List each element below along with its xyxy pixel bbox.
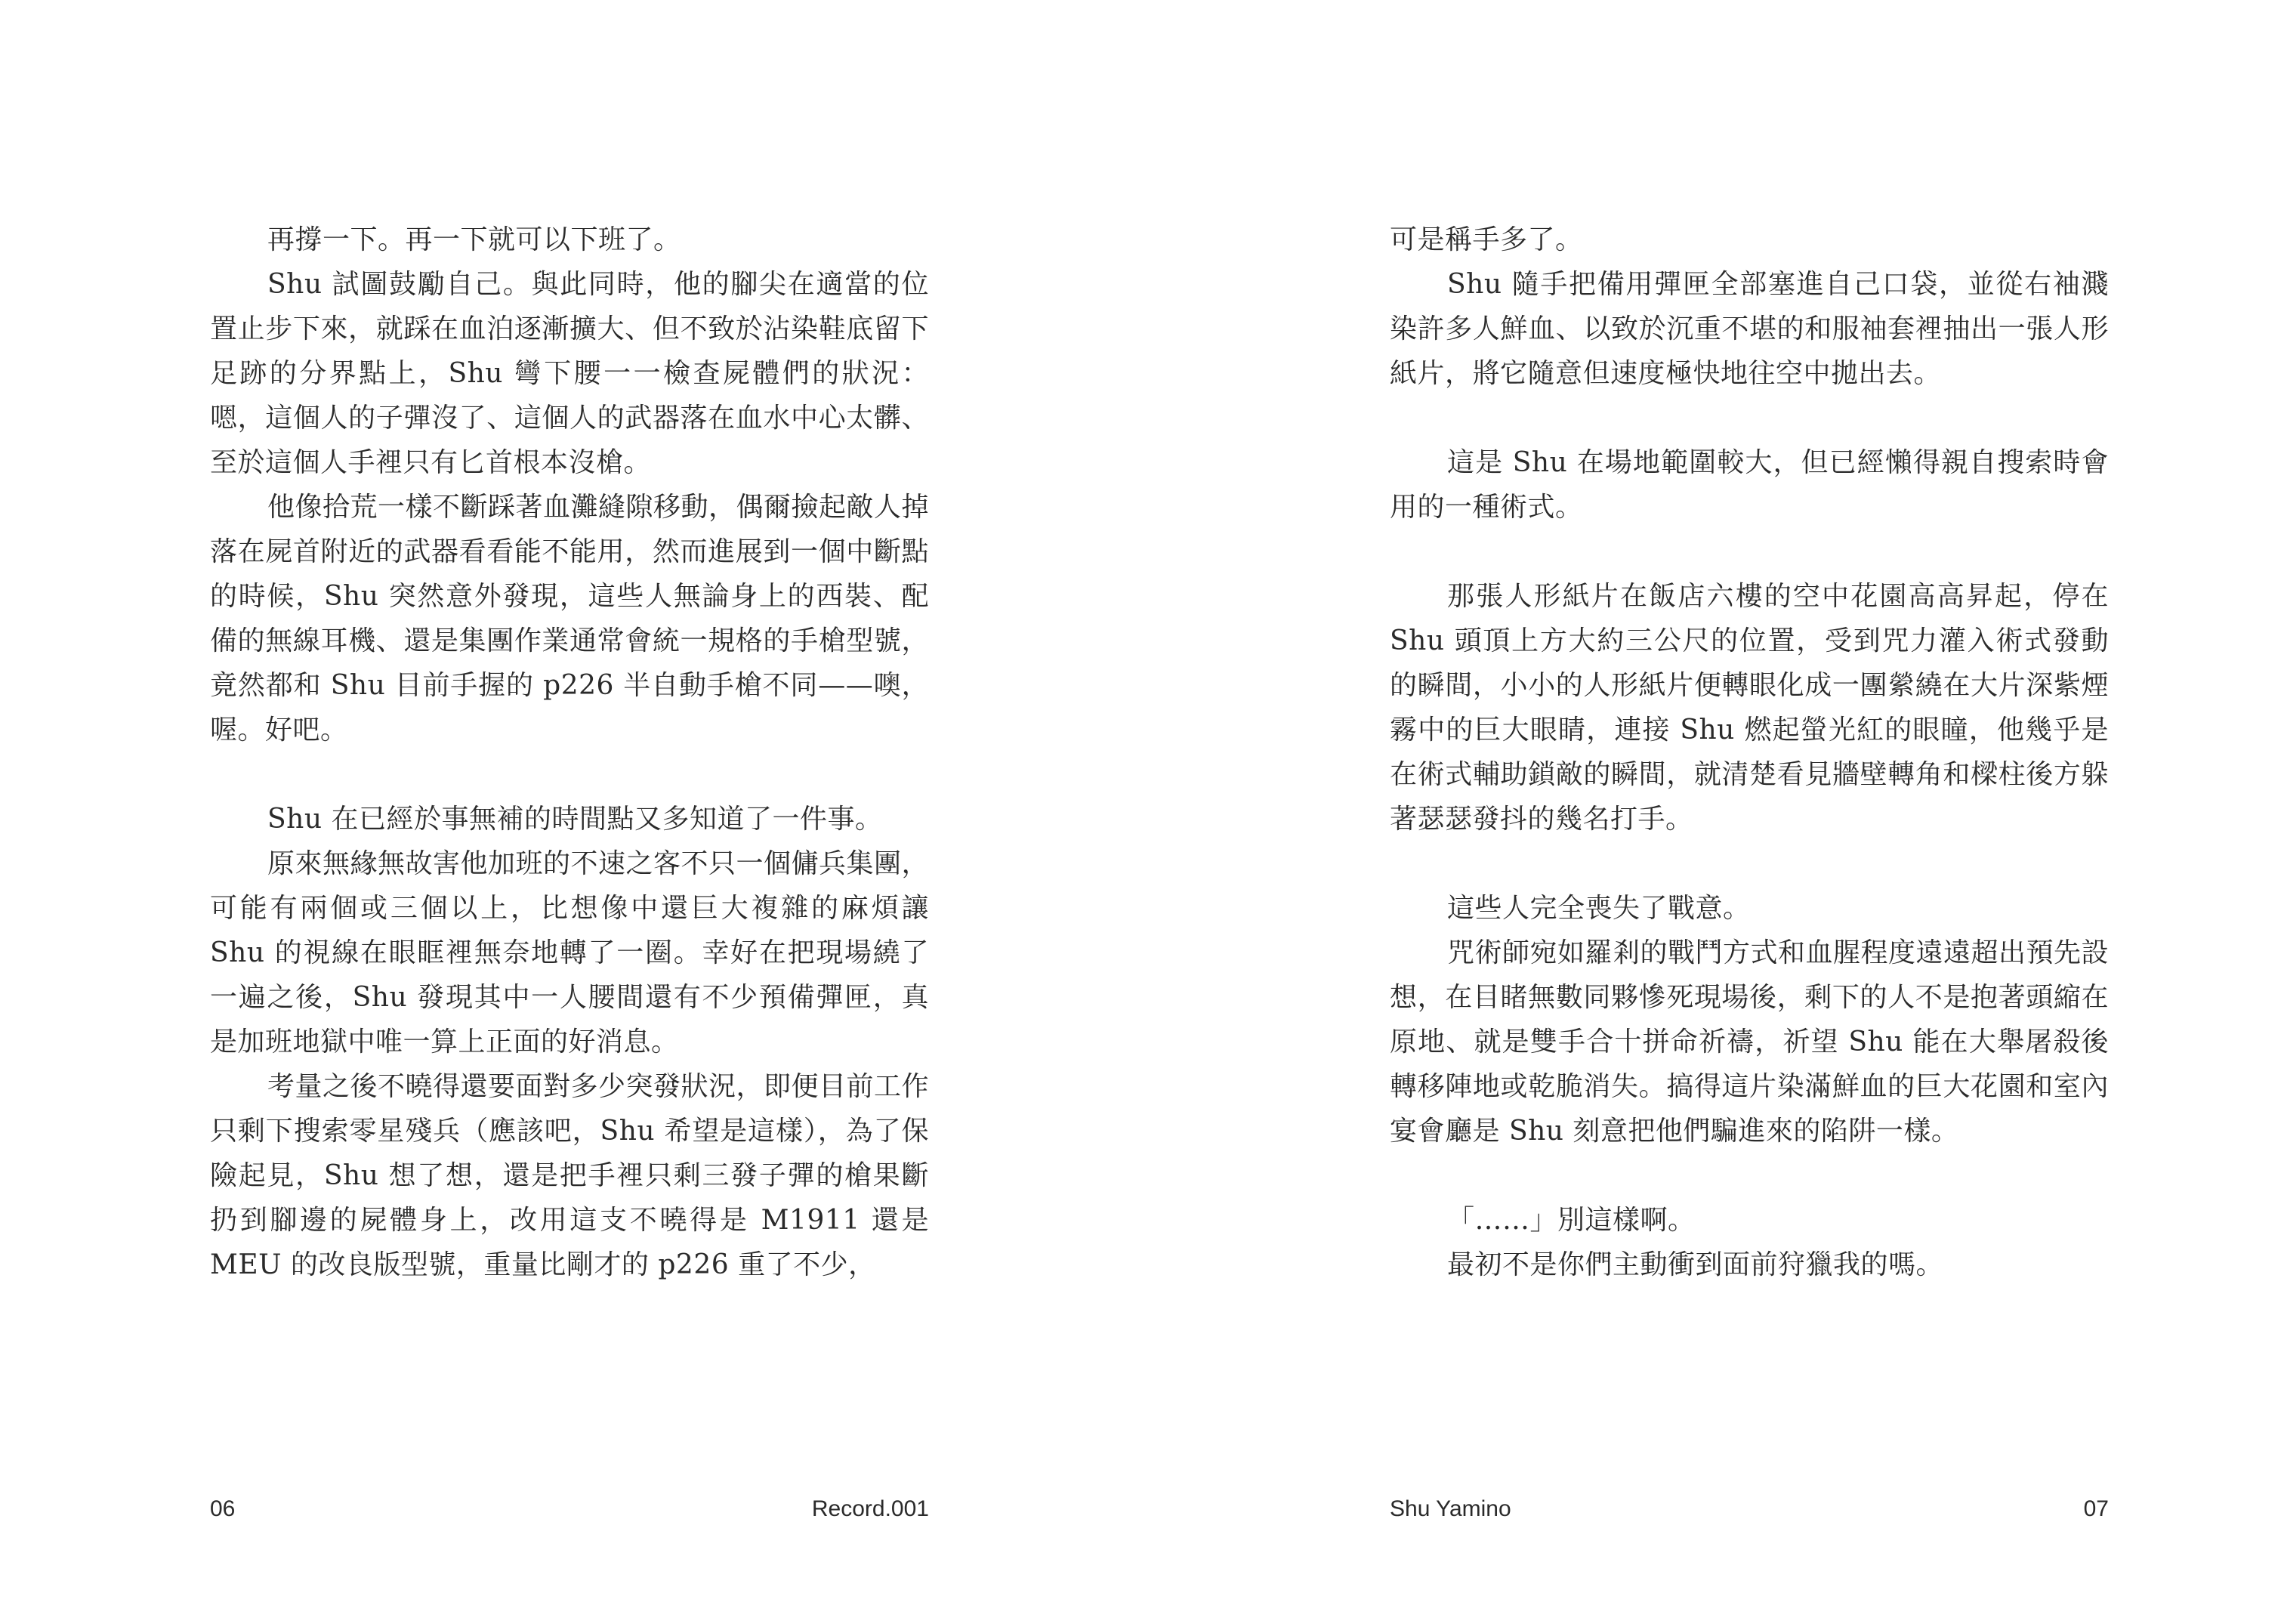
paragraph: Shu 在已經於事無補的時間點又多知道了一件事。 [267,804,883,835]
paragraph-gap [210,752,929,797]
paragraph: 原來無緣無故害他加班的不速之客不只一個傭兵集團，可能有兩個或三個以上，比想像中還巨大複雜的麻煩讓 Shu 的視線在眼眶裡無奈地轉了一圈。幸好在把現場繞了一遍之後，Shu 發現其中一人腰間還有不少預備彈匣，真是加班地獄中唯一算上正面的好消息。 [210,848,930,1057]
page-number: 07 [2083,1496,2109,1521]
paragraph: Shu 隨手把備用彈匣全部塞進自己口袋，並從右袖濺染許多人鮮血、以致於沉重不堪的和服袖套裡抽出一張人形紙片，將它隨意但速度極快地往空中拋出去。 [1390,269,2109,389]
paragraph: 這是 Shu 在場地範圍較大，但已經懶得親自搜索時會用的一種術式。 [1390,447,2109,523]
running-title: Record.001 [811,1496,929,1521]
paragraph: Shu 試圖鼓勵自己。與此同時，他的腳尖在適當的位置止步下來，就踩在血泊逐漸擴大、但不致於沾染鞋底留下足跡的分界點上，Shu 彎下腰一一檢查屍體們的狀況：嗯，這個人的子彈沒了、這個人的武器落在血水中心太髒、至於這個人手裡只有匕首根本沒槍。 [210,269,929,478]
paragraph: 「……」別這樣啊。 [1447,1205,1696,1236]
paragraph: 這些人完全喪失了戰意。 [1447,893,1751,924]
page-number: 06 [210,1496,236,1521]
right-page-body [1390,218,2109,1287]
paragraph-gap [1390,396,2109,440]
paragraph-gap [1390,529,2109,574]
right-page [1142,0,2284,1624]
paragraph: 考量之後不曉得還要面對多少突發狀況，即便目前工作只剩下搜索零星殘兵（應該吧，Shu 希望是這樣），為了保險起見，Shu 想了想，還是把手裡只剩三發子彈的槍果斷扔到腳邊的屍體身上，改用這支不曉得是 M1911 還是 MEU 的改良版型號，重量比剛才的 p226 重了不少， [210,1071,930,1280]
paragraph: 最初不是你們主動衝到面前狩獵我的嗎。 [1447,1249,1944,1280]
paragraph: 可是稱手多了。 [1390,224,1583,255]
paragraph: 那張人形紙片在飯店六樓的空中花園高高昇起，停在 Shu 頭頂上方大約三公尺的位置，受到咒力灌入術式發動的瞬間，小小的人形紙片便轉眼化成一團縈繞在大片深紫煙霧中的巨大眼睛，連接 Shu 燃起螢光紅的眼瞳，他幾乎是在術式輔助鎖敵的瞬間，就清楚看見牆壁轉角和樑柱後方躲著瑟瑟發抖的幾名打手。 [1390,581,2109,835]
running-title: Shu Yamino [1390,1496,1511,1521]
paragraph-gap [1390,841,2109,886]
paragraph: 他像拾荒一樣不斷踩著血灘縫隙移動，偶爾撿起敵人掉落在屍首附近的武器看看能不能用，然而進展到一個中斷點的時候，Shu 突然意外發現，這些人無論身上的西裝、配備的無線耳機、還是集團作業通常會統一規格的手槍型號，竟然都和 Shu 目前手握的 p226 半自動手槍不同——噢，喔。好吧。 [210,492,930,746]
paragraph: 再撐一下。再一下就可以下班了。 [267,224,681,255]
paragraph: 咒術師宛如羅剎的戰鬥方式和血腥程度遠遠超出預先設想，在目睹無數同夥慘死現場後，剩下的人不是抱著頭縮在原地、就是雙手合十拼命祈禱，祈望 Shu 能在大舉屠殺後轉移陣地或乾脆消失。搞得這片染滿鮮血的巨大花園和室內宴會廳是 Shu 刻意把他們騙進來的陷阱一樣。 [1390,937,2110,1147]
left-page-body [210,218,929,1287]
paragraph-gap [1390,1153,2109,1198]
